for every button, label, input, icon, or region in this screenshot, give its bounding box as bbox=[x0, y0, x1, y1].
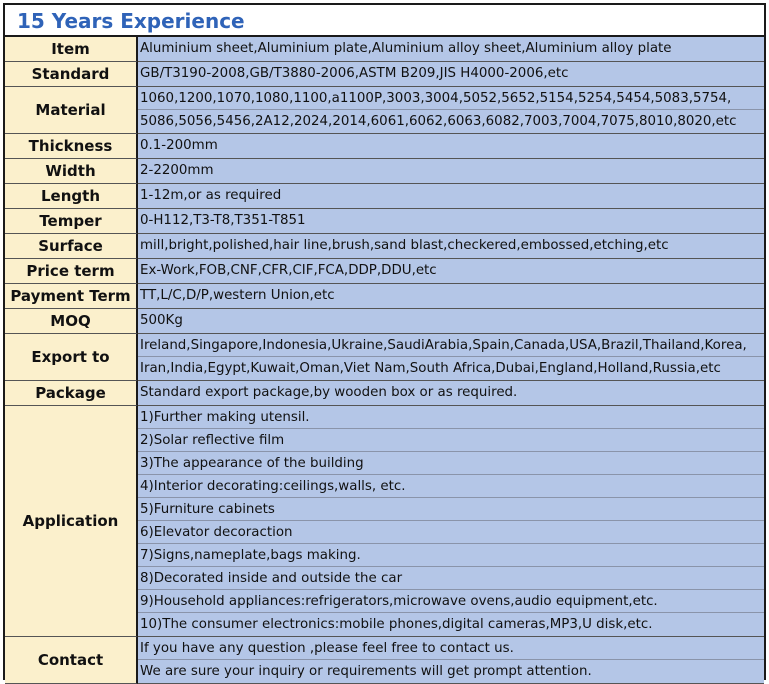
value-line: 3)The appearance of the building bbox=[138, 452, 764, 475]
value-line: 0-H112,T3-T8,T351-T851 bbox=[140, 213, 306, 228]
value-line: 6)Elevator decoraction bbox=[138, 521, 764, 544]
value-line: 4)Interior decorating:ceilings,walls, etc. bbox=[138, 475, 764, 498]
spec-sheet bbox=[3, 3, 766, 680]
value-line: 1)Further making utensil. bbox=[138, 406, 764, 429]
value-line: 8)Decorated inside and outside the car bbox=[138, 567, 764, 590]
row-label-length: Length bbox=[5, 184, 138, 209]
row-label-surface: Surface bbox=[5, 234, 138, 259]
row-value-item bbox=[138, 37, 764, 62]
row-value-length bbox=[138, 184, 764, 209]
value-line: Ireland,Singapore,Indonesia,Ukraine,SaudiArabia,Spain,Canada,USA,Brazil,Thailand,Korea, bbox=[138, 334, 764, 357]
row-value-surface bbox=[138, 234, 764, 259]
value-line: 2)Solar reflective film bbox=[138, 429, 764, 452]
row-value-temper bbox=[138, 209, 764, 234]
value-line: 500Kg bbox=[140, 313, 183, 328]
value-line: GB/T3190-2008,GB/T3880-2006,ASTM B209,JIS H4000-2006,etc bbox=[140, 66, 569, 81]
row-label-thickness: Thickness bbox=[5, 134, 138, 159]
value-line: 2-2200mm bbox=[140, 163, 214, 178]
row-value-application bbox=[138, 406, 764, 637]
row-label-price-term: Price term bbox=[5, 259, 138, 284]
spec-table bbox=[5, 37, 764, 684]
value-line: TT,L/C,D/P,western Union,etc bbox=[140, 288, 335, 303]
row-label-contact: Contact bbox=[5, 637, 138, 684]
value-line: Iran,India,Egypt,Kuwait,Oman,Viet Nam,South Africa,Dubai,England,Holland,Russia,etc bbox=[140, 361, 721, 376]
value-line: 5)Furniture cabinets bbox=[138, 498, 764, 521]
value-line: 9)Household appliances:refrigerators,microwave ovens,audio equipment,etc. bbox=[138, 590, 764, 613]
row-label-package: Package bbox=[5, 381, 138, 406]
row-label-width: Width bbox=[5, 159, 138, 184]
page-title: 15 Years Experience bbox=[5, 5, 764, 37]
row-value-standard bbox=[138, 62, 764, 87]
value-line: Standard export package,by wooden box or as required. bbox=[140, 385, 518, 400]
row-value-material bbox=[138, 87, 764, 134]
value-line: mill,bright,polished,hair line,brush,sand blast,checkered,embossed,etching,etc bbox=[140, 238, 669, 253]
row-value-package bbox=[138, 381, 764, 406]
value-line: 1060,1200,1070,1080,1100,a1100P,3003,3004,5052,5652,5154,5254,5454,5083,5754, bbox=[138, 87, 764, 110]
value-line: 1-12m,or as required bbox=[140, 188, 282, 203]
value-line: 7)Signs,nameplate,bags making. bbox=[138, 544, 764, 567]
row-label-standard: Standard bbox=[5, 62, 138, 87]
row-value-payment-term bbox=[138, 284, 764, 309]
value-line: 10)The consumer electronics:mobile phones,digital cameras,MP3,U disk,etc. bbox=[140, 617, 653, 632]
row-value-width bbox=[138, 159, 764, 184]
value-line: Aluminium sheet,Aluminium plate,Aluminium alloy sheet,Aluminium alloy plate bbox=[140, 41, 672, 56]
value-line: If you have any question ,please feel free to contact us. bbox=[138, 637, 764, 660]
row-label-temper: Temper bbox=[5, 209, 138, 234]
row-value-thickness bbox=[138, 134, 764, 159]
row-label-application: Application bbox=[5, 406, 138, 637]
row-label-item: Item bbox=[5, 37, 138, 62]
value-line: We are sure your inquiry or requirements will get prompt attention. bbox=[140, 664, 592, 679]
row-value-moq bbox=[138, 309, 764, 334]
row-value-contact bbox=[138, 637, 764, 684]
value-line: Ex-Work,FOB,CNF,CFR,CIF,FCA,DDP,DDU,etc bbox=[140, 263, 437, 278]
row-label-payment-term: Payment Term bbox=[5, 284, 138, 309]
value-line: 5086,5056,5456,2A12,2024,2014,6061,6062,6063,6082,7003,7004,7075,8010,8020,etc bbox=[140, 114, 737, 129]
row-value-export-to bbox=[138, 334, 764, 381]
row-label-export-to: Export to bbox=[5, 334, 138, 381]
row-value-price-term bbox=[138, 259, 764, 284]
row-label-moq: MOQ bbox=[5, 309, 138, 334]
row-label-material: Material bbox=[5, 87, 138, 134]
value-line: 0.1-200mm bbox=[140, 138, 218, 153]
